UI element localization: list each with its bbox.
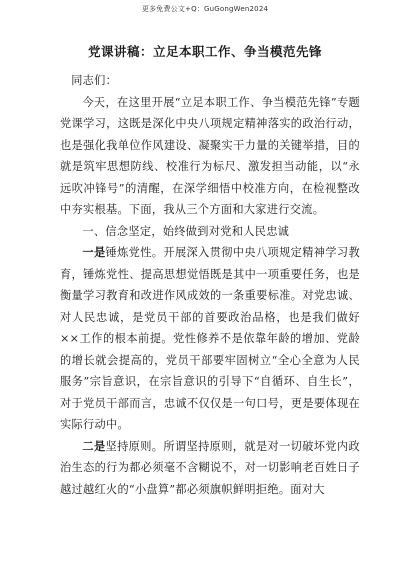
section-heading-1: 一、信念坚定，始终做到对党和人民忠诚 (82, 224, 290, 238)
header-note: 更多免费公文+Q：GuGongWen2024 (141, 5, 269, 13)
point-2-lead: 二是 (82, 438, 106, 453)
paragraph-intro: 今天，在这里开展“立足本职工作、争当模范先锋”专题党课学习，这既是深化中央八项规定精神落实的政治行动，也是强化我单位作风建设、凝聚实干力量的关键举措，目的就是筑牢思想防线、校准行为标尺、激发担当动能，以“永远吹冲锋号”的清醒，在深学细悟中校准方向，在检视整改中夯实根基。下面，我从三个方面和大家进行交流。 (60, 95, 360, 216)
point-1-lead: 一是 (82, 245, 106, 259)
paragraph-point-2 (60, 436, 360, 501)
point-2-text: 坚持原则。所谓坚持原则，就是对一切破坏党内政治生态的行为都必须毫不含糊说不，对一切影响老百姓日子越过越红火的“小盘算”都必须旗帜鲜明拒绝。面对大 (60, 439, 360, 496)
paragraph-point-1 (60, 242, 360, 436)
document-title: 党课讲稿：立足本职工作、争当模范先锋 (87, 44, 322, 59)
salutation: 同志们： (71, 74, 118, 87)
point-1-text: 锤炼党性。开展深入贯彻中央八项规定精神学习教育，锤炼党性、提高思想觉悟既是其中一项重要任务，也是衡量学习教育和改进作风成效的一条重要标准。对党忠诚、对人民忠诚，是党员干部的首要政治品格，也是我们做好××工作的根本前提。党性修养不是依靠年龄的增加、党龄的增长就会提高的，党员干部要牢固树立“全心全意为人民服务”宗旨意识，在宗旨意识的引导下“自循环、自生长”，对于党员干部而言，忠诚不仅仅是一句口号，更是要体现在实际行动中。 (60, 246, 360, 431)
document-body (60, 70, 360, 500)
